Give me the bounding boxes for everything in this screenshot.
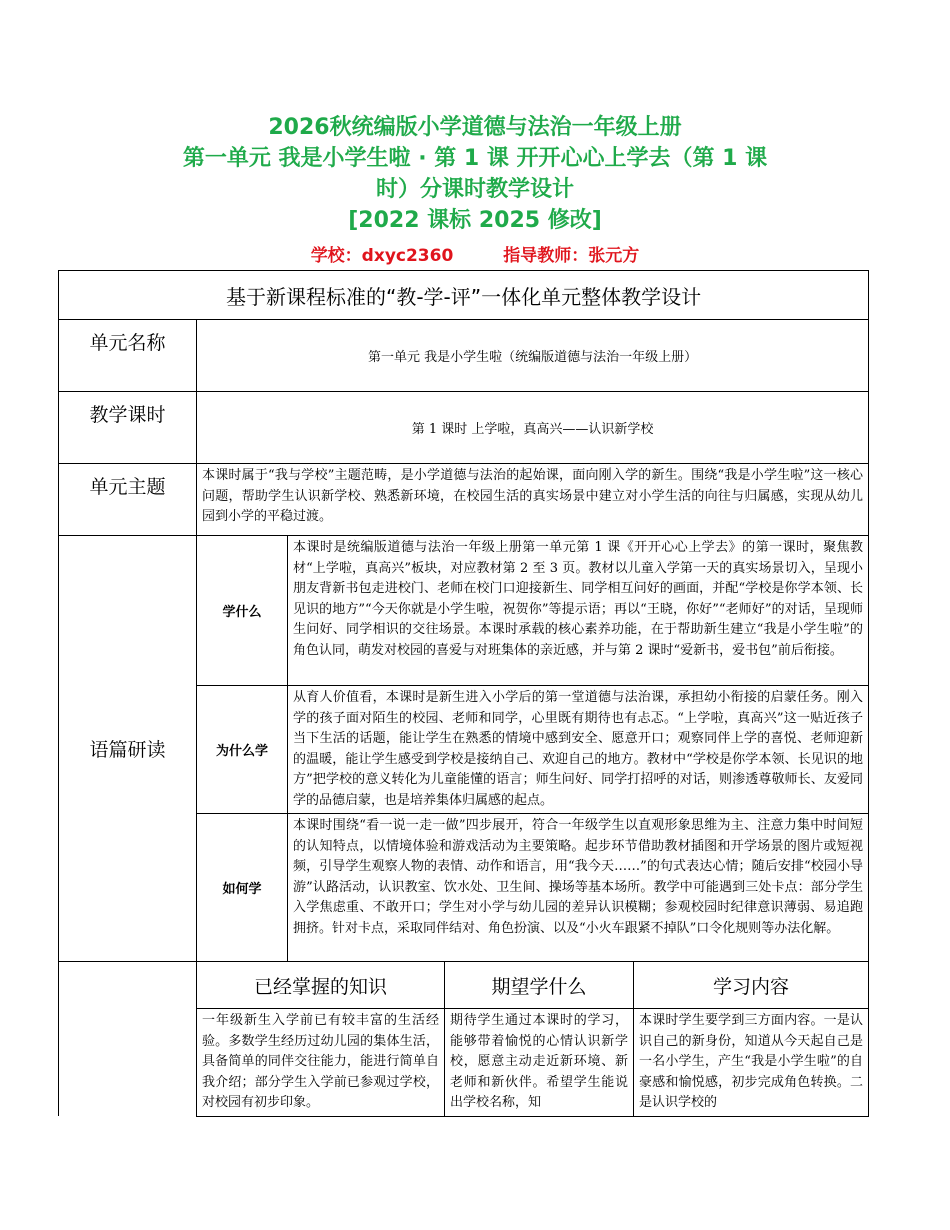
lesson-label: 教学课时 [59,392,197,464]
known-label: 已经掌握的知识 [197,962,445,1009]
known-value: 一年级新生入学前已有较丰富的生活经验。多数学生经历过幼儿园的集体生活，具备简单的同伴交往能力，能进行简单自我介绍；部分学生入学前已参观过学校，对校园有初步印象。 [197,1009,445,1117]
title-line-2: 第一单元 我是小学生啦 · 第 1 课 开开心心上学去（第 1 课 [182,146,768,171]
how-value: 本课时围绕“看一说一走一做”四步展开，符合一年级学生以直观形象思维为主、注意力集中时间短的认知特点，以情境体验和游戏活动为主要策略。起步环节借助教材插图和开学场景的图片或短视频，引导学生观察人物的表情、动作和语言，用“我今天……”的句式表达心情；随后安排“校园小导游”认路活动，认识教室、饮水处、卫生间、操场等基本场所。教学中可能遇到三处卡点：部分学生入学焦虑重、不敢开口；学生对小学与幼儿园的差异认识模糊；参观校园时纪律意识薄弱、易追跑拥挤。针对卡点，采取同伴结对、角色扮演、以及“小火车跟紧不掉队”口令化规则等办法化解。 [288,814,869,962]
theme-value: 本课时属于“我与学校”主题范畴，是小学道德与法治的起始课，面向刚入学的新生。围绕“我是小学生啦”这一核心问题，帮助学生认识新学校、熟悉新环境，在校园生活的真实场景中建立对小学生活的向往与归属感，实现从幼儿园到小学的平稳过渡。 [197,464,869,536]
expect-value: 期待学生通过本课时的学习，能够带着愉悦的心情认识新学校，愿意主动走近新环境、新老师和新伙伴。希望学生能说出学校名称，知 [445,1009,634,1117]
why-value: 从育人价值看，本课时是新生进入小学后的第一堂道德与法治课，承担幼小衔接的启蒙任务。刚入学的孩子面对陌生的校园、老师和同学，心里既有期待也有忐忑。“上学啦，真高兴”这一贴近孩子当下生活的话题，能让学生在熟悉的情境中感到安全、愿意开口；观察同伴上学的喜悦、老师迎新的温暖，能让学生感受到学校是接纳自己、欢迎自己的地方。教材中“学校是你学本领、长见识的地方”把学校的意义转化为儿童能懂的语言；师生问好、同学打招呼的对话，则渗透尊敬师长、友爱同学的品德启蒙，也是培养集体归属感的起点。 [288,686,869,814]
expect-label: 期望学什么 [445,962,634,1009]
content-label: 学习内容 [634,962,869,1009]
document-title [0,112,950,236]
why-label: 为什么学 [197,686,288,814]
table-header: 基于新课程标准的“教-学-评”一体化单元整体教学设计 [59,271,869,320]
meta-line [0,244,950,268]
study-label: 语篇研读 [59,536,197,962]
theme-label: 单元主题 [59,464,197,536]
blank-cell-2 [59,1009,197,1117]
content-value: 本课时学生要学到三方面内容。一是认识自己的新身份，知道从今天起自己是一名小学生，产生“我是小学生啦”的自豪感和愉悦感，初步完成角色转换。二是认识学校的 [634,1009,869,1117]
what-label: 学什么 [197,536,288,686]
title-line-3: 时）分课时教学设计 [375,177,574,202]
what-value: 本课时是统编版道德与法治一年级上册第一单元第 1 课《开开心心上学去》的第一课时，聚焦教材“上学啦，真高兴”板块，对应教材第 2 至 3 页。教材以儿童入学第一天的真实场景切入，呈现小朋友背新书包走进校门、老师在校门口迎接新生、同学相互问好的画面，并配“学校是你学本领、长见识的地方”“今天你就是小学生啦，祝贺你”等提示语；再以“王晓，你好”“老师好”的对话，呈现师生问好、同学相识的交往场景。本课时承载的核心素养功能，在于帮助新生建立“我是小学生啦”的角色认同，萌发对校园的喜爱与对班集体的亲近感，并与第 2 课时“爱新书，爱书包”前后衔接。 [288,536,869,686]
title-line-1: 2026秋统编版小学道德与法治一年级上册 [268,115,682,140]
how-label: 如何学 [197,814,288,962]
unit-name-label: 单元名称 [59,320,197,392]
unit-name-value: 第一单元 我是小学生啦（统编版道德与法治一年级上册） [197,320,869,392]
title-line-4: [2022 课标 2025 修改] [348,208,602,233]
blank-cell [59,962,197,1009]
teacher-label: 指导教师：张元方 [503,246,640,266]
lesson-value: 第 1 课时 上学啦，真高兴——认识新学校 [197,392,869,464]
design-table [58,270,869,1117]
school-label: 学校：dxyc2360 [310,246,454,266]
